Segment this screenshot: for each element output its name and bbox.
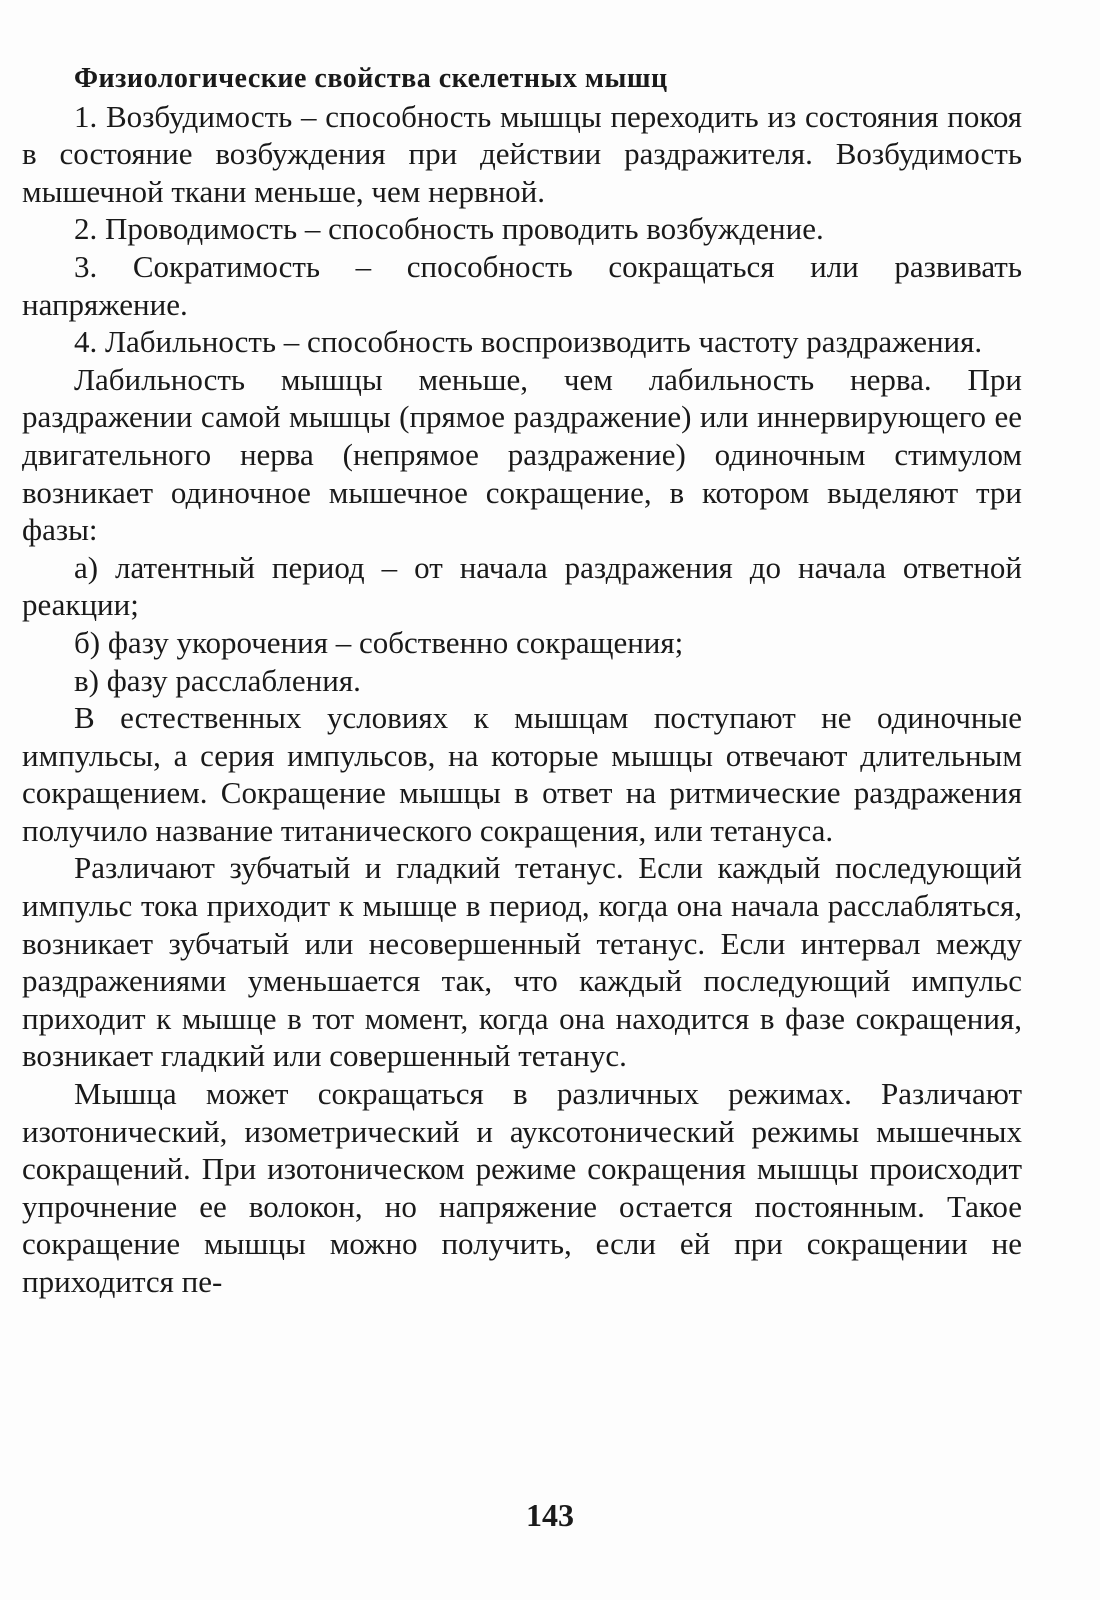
phase-shortening: б) фазу укорочения – собственно сокращения;	[74, 624, 684, 660]
property-excitability: 1. Возбудимость – способность мышцы переходить из состояния покоя в состояние возбуждения при действии раздражителя. Возбудимость мышечной ткани меньше, чем нервной.	[22, 98, 1022, 209]
section-heading: Физиологические свойства скелетных мышц	[74, 63, 668, 94]
property-lability: 4. Лабильность – способность воспроизводить частоту раздражения.	[74, 324, 983, 360]
paragraph-contraction-modes: Мышца может сокращаться в различных режимах. Различают изотонический, изометрический и ауксотонический режимы мышечных сокращений. При изотоническом режиме сокращения мышцы происходит упрочнение ее волокон, но напряжение остается постоянным. Такое сокращение мышцы можно получить, если ей при сокращении не приходится пе-	[22, 1076, 1022, 1299]
phase-latent: а) латентный период – от начала раздражения до начала ответной реакции;	[22, 549, 1022, 623]
page-number: 143	[526, 1497, 574, 1533]
paragraph-tetanus-types: Различают зубчатый и гладкий тетанус. Если каждый последующий импульс тока приходит к мышце в период, когда она начала расслабляться, возникает зубчатый или несовершенный тетанус. Если интервал между раздражениями уменьшается так, что каждый последующий импульс приходит к мышце в тот момент, когда она находится в фазе сокращения, возникает гладкий или совершенный тетанус.	[22, 850, 1022, 1074]
paragraph-tetanus: В естественных условиях к мышцам поступают не одиночные импульсы, а серия импульсов, на которые мышцы отвечают длительным сокращением. Сокращение мышцы в ответ на ритмические раздражения получило название титанического сокращения, или тетануса.	[22, 700, 1022, 848]
property-conductivity: 2. Проводимость – способность проводить возбуждение.	[74, 211, 824, 247]
property-contractility: 3. Сократимость – способность сокращаться или развивать напряжение.	[22, 248, 1022, 322]
phase-relaxation: в) фазу расслабления.	[74, 662, 361, 698]
paragraph-single-contraction: Лабильность мышцы меньше, чем лабильность нерва. При раздражении самой мышцы (прямое раздражение) или иннервирующего ее двигательного нерва (непрямое раздражение) одиночным стимулом возникает одиночное мышечное сокращение, в котором выделяют три фазы:	[22, 361, 1022, 548]
text-column	[22, 60, 1022, 1301]
